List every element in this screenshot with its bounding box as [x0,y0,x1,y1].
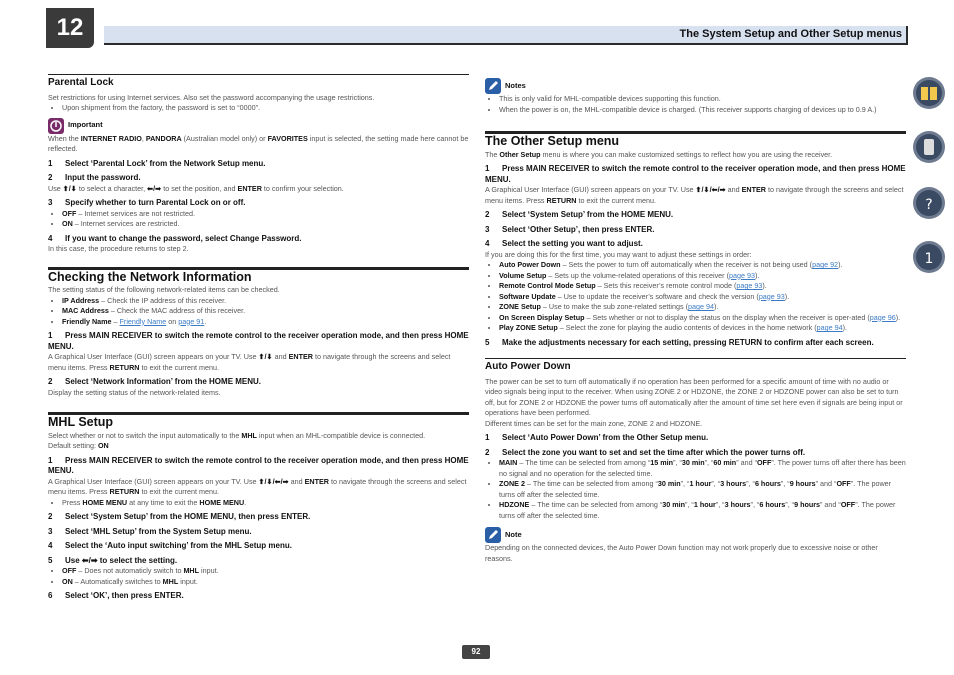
list-item: • This is only valid for MHL-compatible devices supporting this function. [499,94,906,105]
step-2: 2 Select ‘Network Information’ from the HOME MENU. [48,377,262,386]
step-4: 4 If you want to change the password, select Change Password. [48,233,302,243]
list-item: • On Screen Display Setup – Sets whether or not to display the status on the display when the receiver is oper-ated (page 96). [499,313,906,324]
paragraph: The power can be set to turn off automatically if no operation has been performed for a specific amount of time with no audio or video signals being input to the receiver. When using ZONE 2 or HDZONE, the ZONE 2 or HDZONE power can also be set to turn off, but for ZONE 2 or HDZONE the power turns off automatically after the amount of time set here even if signals are being input or operations have been performed. [485,376,903,417]
notes-label: Notes [505,80,526,90]
step-text: Display the setting status of the network-related items. [48,387,221,397]
step-2: 2 Input the password. [48,173,141,182]
section-heading-other-setup: The Other Setup menu [485,134,620,148]
intro-text: Set restrictions for using Internet services. Also set the password accompanying the usage restrictions. [48,92,375,102]
step-2: 2 Select the zone you want to set and set the time after which the power turns off. [485,447,806,457]
page-link[interactable]: page 91 [178,316,205,326]
list-item: • When the power is on, the MHL-compatible device is charged. (This receiver supports charging of devices up to 0.9 A.) [499,105,906,116]
intro-text: The setting status of the following network-related items can be checked. [48,285,280,294]
list-item: • Press HOME MENU at any time to exit the HOME MENU. [62,498,469,509]
step-4: 4 Select the setting you want to adjust. [485,239,643,248]
step-4: 4 Select the ‘Auto input switching’ from the MHL Setup menu. [48,541,292,550]
important-block [48,118,469,134]
step-text: In this case, the procedure returns to step 2. [48,244,189,253]
step-2: 2 Select ‘System Setup’ from the HOME MENU, then press ENTER. [48,512,311,521]
intro-text: Select whether or not to switch the input automatically to the MHL input when an MHL-compatible device is connected. [48,430,426,440]
default-setting: Default setting: ON [48,441,109,450]
list-item: • Volume Setup – Sets up the volume-related operations of this receiver (page 93). [499,271,906,282]
list-item: • MAIN – The time can be selected from among “15 min”, “30 min”, “60 min” and “OFF”. The power turns off after there has been no signal and no operation for the selected time. [499,458,906,479]
step-1: 1 Press MAIN RECEIVER to switch the remote control to the receiver operation mode, and then press HOME MENU. [48,455,469,475]
list-item: • Play ZONE Setup – Select the zone for playing the audio contents of devices in the home network (page 94). [499,323,906,334]
divider [48,74,469,75]
divider [485,358,906,359]
page-link[interactable]: page 93 [736,281,763,290]
step-1: 1 Select ‘Auto Power Down’ from the Other Setup menu. [485,433,709,442]
list-item: • Auto Power Down – Sets the power to turn off automatically when the receiver is not being used (page 92). [499,260,906,271]
section-heading-network: Checking the Network Information [48,269,252,284]
step-3: 3 Select ‘MHL Setup’ from the System Setup menu. [48,526,252,536]
important-hand-icon [48,118,64,134]
header-bar [104,26,908,45]
page-link[interactable]: page 94 [687,302,714,311]
list-item: • HDZONE – The time can be selected from among “30 min”, “1 hour”, “3 hours”, “6 hours”, “9 hours” and “OFF”. The power turns off after the selected time. [499,500,906,521]
list-item: • ON – Automatically switches to MHL input. [62,577,469,588]
list-item: • MAC Address – Check the MAC address of this receiver. [62,306,469,317]
step-3: 3 Select ‘Other Setup’, then press ENTER. [485,224,655,234]
step-3: 3 Specify whether to turn Parental Lock on or off. [48,198,246,207]
important-label: Important [68,120,103,130]
step-2: 2 Select ‘System Setup’ from the HOME MENU. [485,210,674,219]
book-icon[interactable] [912,76,946,110]
list-item: • ON – Internet services are restricted. [62,219,469,230]
page-number: 92 [462,645,490,659]
step-text: A Graphical User Interface (GUI) screen appears on your TV. Use ⬆/⬇/⬅/➡ and ENTER to navigate through the screens and select menu items. Press RETURN to exit the current menu. [48,476,467,496]
page-link[interactable]: page 93 [728,270,755,280]
paragraph: Different times can be set for the main zone, ZONE 2 and HDZONE. [485,418,703,428]
chapter-number: 12 [46,8,94,48]
step-1: 1 Press MAIN RECEIVER to switch the remote control to the receiver operation mode, and then press HOME MENU. [48,331,469,351]
list-item: • Remote Control Mode Setup – Sets this receiver’s remote control mode (page 93). [499,281,906,292]
step-5: 5 Use ⬅/➡ to select the setting. [48,555,178,565]
notes-block [485,78,906,94]
page-link[interactable]: page 96 [869,312,896,322]
svg-text:1: 1 [924,251,934,267]
friendly-name-link[interactable]: Friendly Name [119,316,167,326]
important-text: When the INTERNET RADIO, PANDORA (Australian model only) or FAVORITES input is selected, the setting made here cannot be reflected. [48,133,469,153]
note-pencil-icon [485,78,501,94]
list-item: • OFF – Internet services are not restricted. [62,209,469,220]
page-title: The System Setup and Other Setup menus [679,28,902,40]
page-link[interactable]: page 94 [816,323,843,332]
note-pencil-icon [485,527,501,543]
step-6: 6 Select ‘OK’, then press ENTER. [48,591,184,600]
left-column [48,74,469,602]
step-text: If you are doing this for the first time, you may want to adjust these settings in order: [485,249,752,259]
step-text: A Graphical User Interface (GUI) screen appears on your TV. Use ⬆/⬇/⬅/➡ and ENTER to navigate through the screens and select menu items. Press RETURN to exit the current menu. [485,185,904,205]
step-text: A Graphical User Interface (GUI) screen appears on your TV. Use ⬆/⬇ and ENTER to navigate through the screens and select menu items. Press RETURN to exit the current menu. [48,352,451,372]
section-heading-auto-power-down: Auto Power Down [485,361,571,372]
intro-text: The Other Setup menu is where you can make customized settings to reflect how you are using the receiver. [485,149,833,159]
troubleshooting-icon[interactable] [912,186,946,220]
list-item: • ZONE Setup – Use to make the sub zone-related settings (page 94). [499,302,906,313]
svg-text:?: ? [925,197,933,213]
index-icon[interactable] [912,240,946,274]
list-item: • IP Address – Check the IP address of this receiver. [62,296,469,307]
list-item: • OFF – Does not automaticly switch to MHL input. [62,566,469,577]
list-item: • Software Update – Use to update the receiver’s software and check the version (page 93). [499,292,906,303]
step-text: Use ⬆/⬇ to select a character, ⬅/➡ to set the position, and ENTER to confirm your selection. [48,183,344,193]
step-1: 1 Select ‘Parental Lock’ from the Network Setup menu. [48,158,266,168]
list-item: • Friendly Name – Friendly Name on page 91. [62,317,469,328]
other-setup-items [485,260,906,334]
page-link[interactable]: page 93 [758,291,785,301]
page-link[interactable]: page 92 [812,260,839,269]
section-heading-mhl: MHL Setup [48,415,114,429]
remote-control-icon[interactable] [912,130,946,164]
list-item: • Upon shipment from the factory, the password is set to “0000”. [62,103,469,114]
step-5: 5 Make the adjustments necessary for each setting, pressing RETURN to confirm after each screen. [485,337,874,347]
right-column [485,78,906,564]
list-item: • ZONE 2 – The time can be selected from among “30 min”, “1 hour”, “3 hours”, “6 hours”, “9 hours” and “OFF”. The power turns off after the selected time. [499,479,906,500]
section-heading-parental-lock: Parental Lock [48,77,114,88]
note-text: Depending on the connected devices, the Auto Power Down function may not work properly due to excessive noise or other reasons. [485,543,878,563]
step-1: 1 Press MAIN RECEIVER to switch the remote control to the receiver operation mode, and then press HOME MENU. [485,164,906,184]
note-label: Note [505,529,522,539]
note-block [485,527,906,543]
